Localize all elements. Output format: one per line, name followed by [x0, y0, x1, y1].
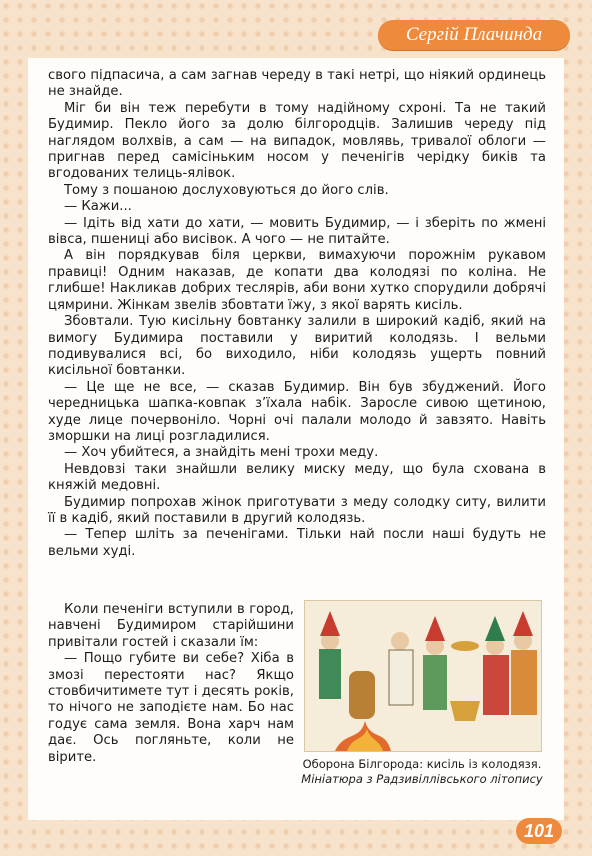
paragraph: Будимир попрохав жінок приготувати з меду солодку ситу, вилити її в кадіб, який поставили в другий колодязь.	[48, 494, 546, 526]
author-name: Сергій Плачинда	[405, 24, 543, 45]
caption-subtitle: Мініатюра з Радзивіллівського літопису	[301, 771, 543, 786]
paragraph: Коли печеніги вступили в город, навчені Будимиром старійшини привітали гостей і сказали їм:	[48, 602, 294, 650]
caption-title: Оборона Білгорода: кисіль із колодязя.	[302, 757, 542, 771]
paragraph: — Кажи...	[64, 199, 132, 215]
paragraph: — Ідіть від хати до хати, — мовить Будимир, — і зберіть по жмені вівса, пшениці або висівок. А чого — не питайте.	[48, 215, 546, 248]
paragraph: свого підпасича, а сам загнав череду в такі нетрі, що ніякий ординець не знайде.	[48, 68, 546, 100]
main-text	[48, 68, 546, 560]
paragraph: Збовтали. Тую кисільну бовтанку залили в широкий кадіб, який на вимогу Будимира поставили у виритий колодязь. І вельми подивувалися всі, бо виходило, ніби колодязь ущерть повний кисільної бовтанки.	[48, 314, 546, 379]
miniature-illustration	[304, 600, 542, 752]
paragraph: — Це ще не все, — сказав Будимир. Він був збуджений. Його чередницька шапка-ковпак з’їхала набік. Заросле сивою щетиною, худе лице почервоніло. Чорні очі палали молодо й завзято. Навіть зморшки на лиці розгладилися.	[48, 379, 546, 444]
page-number	[516, 818, 562, 844]
paragraph: — Тепер шліть за печенігами. Тільки най посли наші будуть не вельми худі.	[48, 527, 546, 559]
paragraph: — Хоч убийтеся, а знайдіть мені трохи меду.	[64, 445, 379, 461]
paragraph: А він порядкував біля церкви, вимахуючи порожнім рукавом правиці! Одним наказав, де копати два колодязі по коліна. Не глибше! Накликав добрих теслярів, аби вони хутко спорудили добрячі цямрини. Жінкам звелів збовтати їжу, з якої варять кисіль.	[48, 248, 546, 313]
left-column-text	[48, 602, 294, 766]
figure-caption	[300, 757, 544, 786]
author-header	[378, 20, 570, 50]
paragraph: Невдовзі таки знайшли велику миску меду, що була схована в княжій медовні.	[48, 461, 546, 494]
paragraph: — Пощо губите ви себе? Хіба в змозі перестояти нас? Якщо стовбичитимете тут і десять років, то нічого не заподієте нам. Бо нас годує сама земля. Вона харч нам дає. Ось погляньте, коли не вірите.	[48, 651, 294, 765]
paragraph: Тому з пошаною дослуховуються до його слів.	[64, 182, 389, 198]
miniature-image	[305, 601, 541, 751]
page-number-text: 101	[523, 820, 555, 841]
paragraph: Міг би він теж перебути в тому надійному схроні. Та не такий Будимир. Пекло його за долю білгородців. Залишив череду під наглядом волхвів, а сам — на випадок, мовлявь, тривалої облоги — пригнав перед самісіньким носом у печенігів черідку биків та вгодованих телиць-ялівок.	[48, 100, 546, 182]
